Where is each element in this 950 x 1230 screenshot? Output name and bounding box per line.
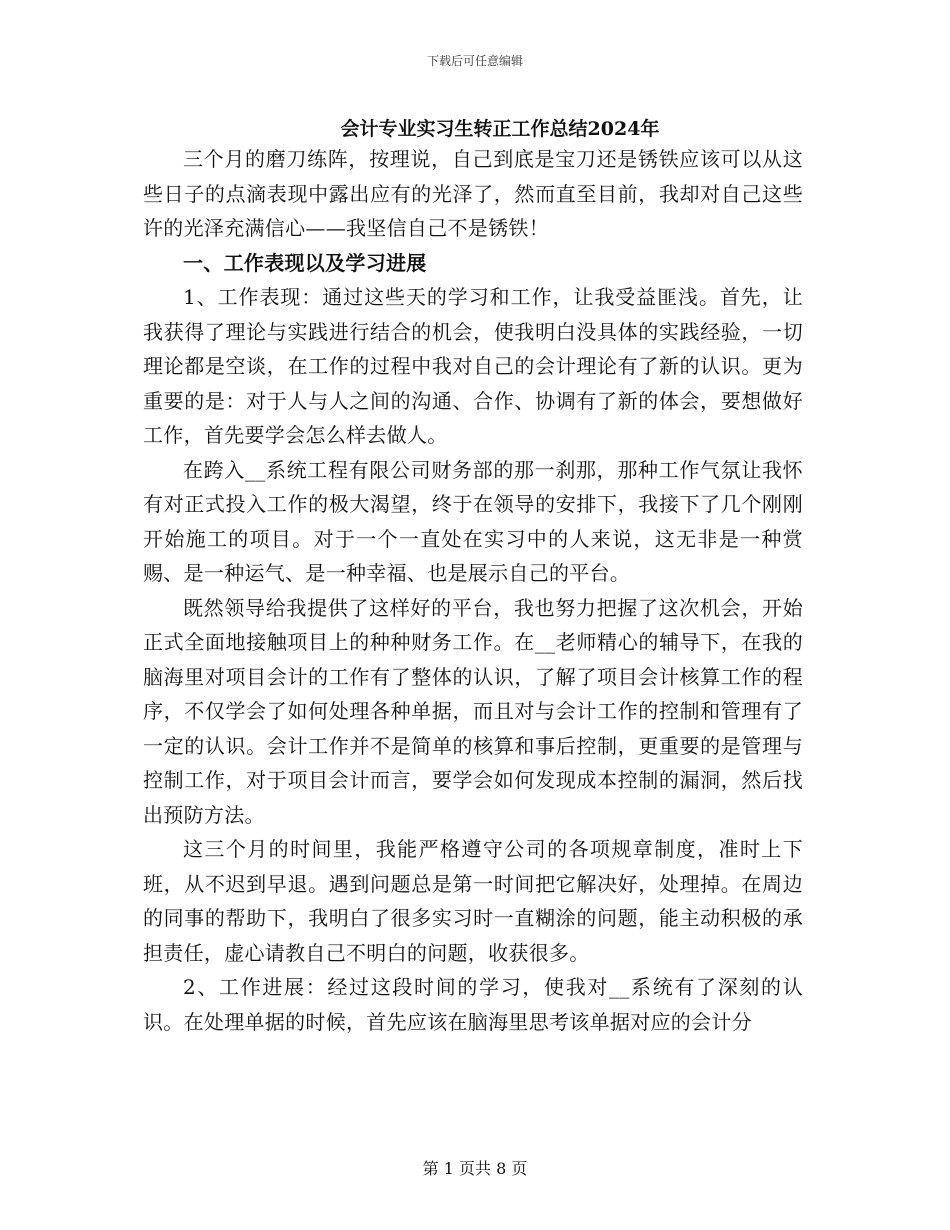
paragraph-discipline: 这三个月的时间里，我能严格遵守公司的各项规章制度，准时上下班，从不迟到早退。遇到问题总是第一时间把它解决好，处理掉。在周边的同事的帮助下，我明白了很多实习时一直糊涂的问题，能主动积极的承担责任，虚心请教自己不明白的问题，收获很多。 (143, 837, 803, 965)
document-title: 会计专业实习生转正工作总结2024年 (340, 118, 660, 140)
paragraph-intro: 三个月的磨刀练阵，按理说，自己到底是宝刀还是锈铁应该可以从这些日子的点滴表现中露出应有的光泽了，然而直至目前，我却对自己这些许的光泽充满信心——我坚信自己不是锈铁！ (143, 147, 803, 240)
document-body (143, 142, 803, 1039)
header-note: 下载后可任意编辑 (426, 54, 523, 68)
paragraph-opportunity: 既然领导给我提供了这样好的平台，我也努力把握了这次机会，开始正式全面地接触项目上的种种财务工作。在__老师精心的辅导下，在我的脑海里对项目会计的工作有了整体的认识，了解了项目会计核算工作的程序，不仅学会了如何处理各种单据，而且对与会计工作的控制和管理有了一定的认识。会计工作并不是简单的核算和事后控制，更重要的是管理与控制工作，对于项目会计而言，要学会如何发现成本控制的漏洞，然后找出预防方法。 (143, 595, 803, 827)
paragraph-joining-company: 在跨入__系统工程有限公司财务部的那一刹那，那种工作气氛让我怀有对正式投入工作的极大渴望，终于在领导的安排下，我接下了几个刚刚开始施工的项目。对于一个一直处在实习中的人来说，这无非是一种赏赐、是一种运气、是一种幸福、也是展示自己的平台。 (143, 457, 803, 585)
section-heading: 一、工作表现以及学习进展 (183, 250, 427, 275)
page-number: 第 1 页共 8 页 (422, 1159, 528, 1178)
paragraph-work-progress: 2、工作进展：经过这段时间的学习，使我对__系统有了深刻的认识。在处理单据的时候，首先应该在脑海里思考该单据对应的会计分 (143, 975, 803, 1034)
paragraph-work-performance: 1、工作表现：通过这些天的学习和工作，让我受益匪浅。首先，让我获得了理论与实践进行结合的机会，使我明白没具体的实践经验，一切理论都是空谈，在工作的过程中我对自己的会计理论有了新的认识。更为重要的是：对于人与人之间的沟通、合作、协调有了新的体会，要想做好工作，首先要学会怎么样去做人。 (143, 285, 803, 447)
